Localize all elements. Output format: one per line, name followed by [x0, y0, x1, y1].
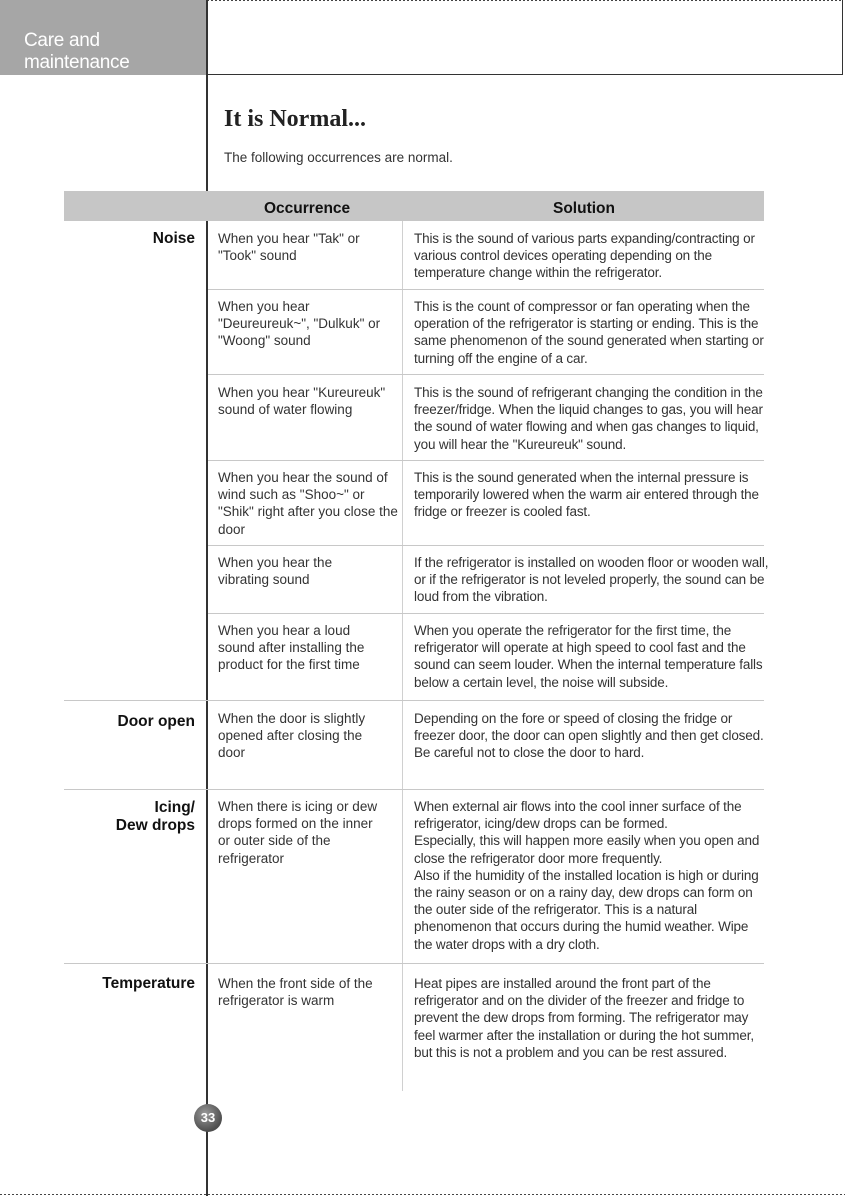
solution-cell [414, 384, 769, 453]
solution-cell [414, 298, 769, 367]
solution-text: This is the sound generated when the internal pressure is temporarily lowered when the warm air entered through the fridge or freezer is cooled fast. [414, 470, 759, 520]
category-divider [64, 789, 764, 790]
occurrence-cell: When you hear the vibrating sound [218, 555, 333, 588]
occurrence-cell: When you hear "Kureureuk" sound of water flowing [218, 385, 386, 418]
top-rule [207, 0, 843, 1]
solution-cell [414, 554, 769, 606]
solution-text: This is the count of compressor or fan operating when the operation of the refrigerator is starting or ending. This is the same phenomenon of the sound generated when starting or turning off the engine of a car. [414, 299, 764, 366]
margin-rule [206, 0, 208, 1196]
section-label: Care and maintenance [24, 30, 130, 73]
occurrence-column-header: Occurrence [264, 200, 351, 217]
solution-text: Be careful not to close the door to hard. [414, 745, 645, 761]
category-door-open: Door open [117, 713, 195, 730]
column-divider [402, 221, 403, 1091]
occurrence-cell: When the front side of the refrigerator is warm [218, 976, 373, 1009]
occurrence-cell: When you hear the sound of wind such as "Shoo~" or "Shik" right after you close the door [218, 470, 398, 537]
table-header [64, 191, 764, 221]
solution-text: Depending on the fore or speed of closing the fridge or freezer door, the door can open slightly and then get closed. [414, 711, 764, 744]
category-icing [116, 799, 195, 835]
row-divider [208, 613, 764, 614]
solution-text: If the refrigerator is installed on wooden floor or wooden wall, or if the refrigerator is not leveled properly, the sound can be loud from the vibration. [414, 555, 769, 605]
solution-text: This is the sound of refrigerant changing the condition in the freezer/fridge. When the liquid changes to gas, you will hear the sound of water flowing and when gas changes to liquid, you will hear the "Kureureuk" sound. [414, 385, 763, 452]
solution-cell [414, 798, 769, 953]
occurrence-cell: When you hear "Tak" or "Took" sound [218, 231, 360, 264]
category-icing-line2: Dew drops [115, 817, 195, 834]
intro-text: The following occurrences are normal. [224, 150, 453, 165]
occurrence-cell: When there is icing or dew drops formed on the inner or outer side of the refrigerator [218, 799, 378, 866]
header-box [207, 0, 843, 75]
bottom-rule [0, 1194, 845, 1195]
section-tab [0, 0, 206, 75]
solution-cell [414, 975, 769, 1061]
page-title: It is Normal... [224, 106, 366, 132]
occurrence-cell: When the door is slightly opened after closing the door [218, 711, 366, 761]
category-divider [64, 963, 764, 964]
page-number: 33 [194, 1104, 222, 1132]
occurrence-cell: When you hear "Deureureuk~", "Dulkuk" or "Woong" sound [218, 299, 381, 349]
solution-cell [414, 622, 769, 691]
solution-text: Especially, this will happen more easily when you open and close the refrigerator door more frequently. [414, 833, 760, 866]
occurrence-cell: When you hear a loud sound after installing the product for the first time [218, 623, 365, 673]
row-divider [208, 374, 764, 375]
category-noise: Noise [152, 230, 195, 247]
solution-text: When external air flows into the cool inner surface of the refrigerator, icing/dew drops can be formed. [414, 799, 742, 832]
category-temperature: Temperature [102, 975, 195, 992]
solution-cell [414, 469, 769, 521]
row-divider [208, 460, 764, 461]
solution-column-header: Solution [553, 200, 615, 217]
category-divider [64, 700, 764, 701]
row-divider [208, 289, 764, 290]
row-divider [208, 545, 764, 546]
solution-cell [414, 710, 769, 762]
solution-text: When you operate the refrigerator for the first time, the refrigerator will operate at high speed to cool fast and the sound can seem louder. When the internal temperature falls below a certain level, the noise will subside. [414, 623, 763, 690]
solution-text: Heat pipes are installed around the front part of the refrigerator and on the divider of the freezer and fridge to prevent the dew drops from forming. The refrigerator may feel warmer after the installation or during the hot summer, but this is not a problem and you can be rest assured. [414, 976, 754, 1060]
category-icing-line1: Icing/ [154, 799, 195, 816]
solution-text: Also if the humidity of the installed location is high or during the rainy season or on a rainy day, dew drops can form on the outer side of the refrigerator. This is a natural phenomenon that occurs during the humid weather. Wipe the water drops with a dry cloth. [414, 867, 759, 952]
solution-text: This is the sound of various parts expanding/contracting or various control devices operating depending on the temperature change within the refrigerator. [414, 231, 755, 281]
solution-cell [414, 230, 769, 282]
